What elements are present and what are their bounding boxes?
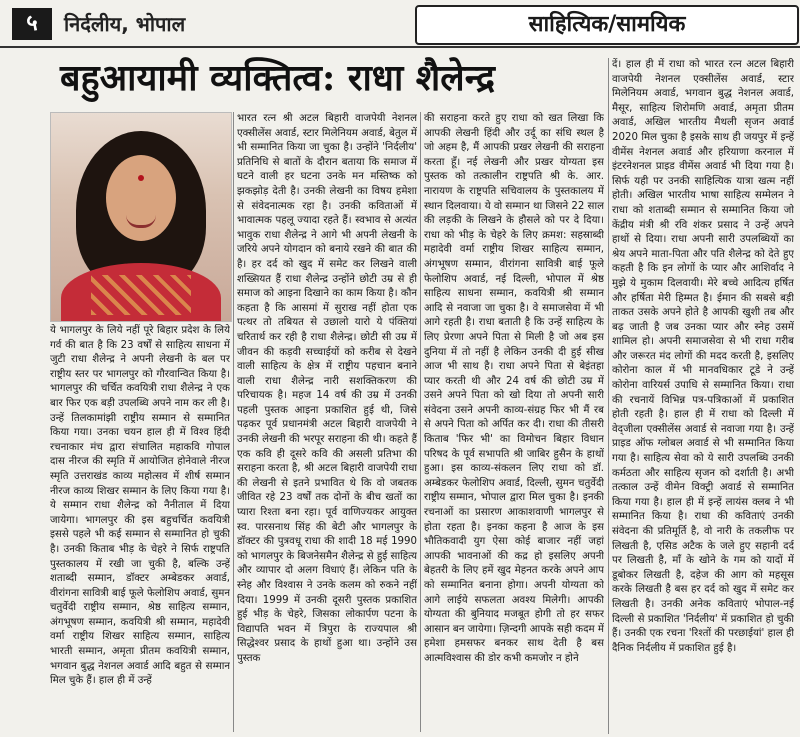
article-headline: बहुआयामी व्यक्तित्व: राधा शैलेन्द्र <box>60 57 495 99</box>
column-1-text: ये भागलपुर के लिये नहीं पूरे बिहार प्रदेश के लिये गर्व की बात है कि 23 वर्षों से साहित्य साधना में जुटी राधा शैलेन्द्र ने अपनी लेखनी के बल पर राष्ट्रीय स्तर पर भागलपुर को गौरवान्वित किया है। भागलपुर की चर्चित कवयित्री राधा शैलेन्द्र ने एक बार फिर एक बड़ी उपलब्धि अपने नाम कर ली है। उन्हें तिलकामांझी राष्ट्रीय सम्मान से सम्मानित किया गया। उनका चयन हाल ही में विश्व हिंदी रचनाकार मंच द्वारा संचालित महाकवि गोपाल दास नीरज की स्मृति में आयोजित होनेवाले नीरज स्मृति उत्तराखंड काव्य महोत्सव में शीर्ष सम्मान नीरज काव्य शिखर सम्मान के लिए किया गया है। ये सम्मान राधा शैलेन्द्र को नैनीताल में दिया जायेगा। भागलपुर की इस बहुचर्चित कवयित्री इससे पहले भी कई सम्मान से सम्मानित हो चुकी है। उनकी किताब भीड़ के चेहरे ने सिर्फ राष्ट्रपति पुस्तकालय में रखी जा चुकी है, बल्कि उन्हें शताब्दी सम्मान, डॉक्टर अम्बेडकर अवार्ड, वीरांगना सावित्री बाई फूले फेलोशिप अवार्ड, सुमन चतुर्वेदी राष्ट्रीय सम्मान, श्रेष्ठ साहित्य सम्मान, अंगभूषण सम्मान, कवयित्री श्री सम्मान, महादेवी वर्मा राष्ट्रीय शिखर साहित्य सम्मान, साहित्य भारती सम्मान, अमृता प्रीतम कवयित्री सम्मान, भगवान बुद्ध नेशनल अवार्ड आदि बहुत से सम्मान मिल चुके हैं। हाल ही में उन्हें <box>50 325 230 687</box>
photo-dress-pattern <box>91 275 191 315</box>
photo-bindi-shape <box>138 175 144 181</box>
section-title: साहित्यिक/सामयिक <box>415 5 799 45</box>
column-3-text: की सराहना करते हुए राधा को खत लिखा कि आपकी लेखनी हिंदी और उर्दू का संधि स्थल है जो अहम है, मैं आपकी प्रखर लेखनी की सराहना करता हूँ। नई लेखनी और प्रखर योग्यता इस पुस्तक को तत्कालीन राष्ट्रपति श्री के. आर. नारायण के राष्ट्रपति सचिवालय के पुस्तकालय में स्थान दिलवाया। ये वो सम्मान था जिसने 22 साल की लड़की के लिखने के हौसले को पर दे दिया। राधा को भीड़ के चेहरे के लिए क्रमश: सहस्राब्दी महादेवी वर्मा राष्ट्रीय शिखर साहित्य सम्मान, अंगभूषण सम्मान, वीरांगना सावित्री बाई फूले फेलोशिप अवार्ड, नई दिल्ली, भोपाल में श्रेष्ठ साहित्य साधना सम्मान, कवयित्री श्री सम्मान आदि से नवाजा जा चुका है। वे समाजसेवा में भी आगे रहती है। राधा बताती है कि उन्हें साहित्य के लिए प्रेरणा अपने पिता से मिली है जो अब इस दुनिया में तो नहीं है लेकिन उनकी दी हुई सीख आज भी साथ है। राधा अपने पिता से बेइंतहा प्यार करती थी और 24 वर्ष की छोटी उम्र में उसने अपने पिता को खो दिया तो अपनी सारी संवेदना उसने अपनी काव्य-संग्रह फिर भी मैं रब से अपने पिता को अर्पित कर दी। राधा की तीसरी किताब 'फिर भी' का विमोचन बिहार विधान परिषद के पूर्व सभापति श्री जाबिर हुसैन के हाथों हुआ। इस काव्य-संकलन लिए राधा को डॉ. अम्बेडकर फेलोशिप अवार्ड, दिल्ली, सुमन चतुर्वेदी राष्ट्रीय सम्मान, भोपाल द्वारा मिल चुका है। इनकी रचनाओं का प्रसारण आकाशवाणी भागलपुर से होता रहता है। इनका कहना है आज के इस भौतिकवादी युग ऐसा कोई बाजार नहीं जहां आपकी भावनाओं की कद्र हो इसलिए अपनी बेहतरी के लिए हमें खुद मेहनत करके अपने आप को सम्मानित बनाना होगा। अपनी योग्यता को आगे लाईये सफलता अवश्य मिलेगी। आपकी योग्यता की बुनियाद मजबूत होगी तो हर सफर आसान बन जायेगा। ज़िन्दगी आपके सही कदम में हमेशा हमसफर बनकर साथ देती है बस आत्मविश्वास की डोर कभी कमजोर न होने <box>424 113 604 664</box>
column-divider <box>608 58 609 734</box>
page-number: ५ <box>12 8 52 40</box>
column-divider <box>420 112 421 732</box>
page-header <box>0 0 800 46</box>
newspaper-name: निर्दलीय, भोपाल <box>64 12 186 36</box>
column-2-text: भारत रत्न श्री अटल बिहारी वाजपेयी नेशनल एक्सीलेंस अवार्ड, स्टार मिलेनियम अवार्ड, बेतुल में भी सम्मानित किया जा चुका है। उन्होंने 'निर्दलीय' प्रतिनिधि से बातों के दौरान बताया कि समाज में घटने वाली हर घटना उनके मन मस्तिष्क को झकझोड़ देती है। उनकी लेखनी का विषय हमेशा से संवेदनात्मक रहा है। उनकी कविताओं में भावात्मक पहलू ज्यादा रहते हैं। स्वभाव से अत्यंत भावुक राधा शैलेन्द्र ने आगे भी अपनी लेखनी के जरिये अपने योगदान को बनाये रखने की बात की है। हर दर्द को खुद में समेट कर लिखने वाली शख्सियत हैं राधा शैलेन्द्र उन्होंने छोटी उम्र से ही समाज को आइना दिखाने का काम किया है। कौन कहता है कि आसमां में सुराख नहीं होता एक पत्थर तो तबियत से उछालो यारो ये पंक्तियां चरितार्थ कर रही है राधा शैलेन्द्र। छोटी सी उम्र में जीवन की कड़वी सच्चाईयों को करीब से देखने वाली साहित्य के क्षेत्र में राष्ट्रीय पहचान बनाने वाली राधा शैलेन्द्र नारी सशक्तिकरण की परिचायक है। महज 14 वर्ष की उम्र में उनकी पहली पुस्तक आइना प्रकाशित हुई थी, जिसे पढ़कर पूर्व प्रधानमंत्री अटल बिहारी वाजपेयी ने उनकी लेखनी की भरपूर सराहना की थी। कहते हैं एक कवि ही दूसरे कवि की असली प्रतिभा की सराहना करता है, श्री अटल बिहारी वाजपेयी राधा की लेखनी से इतने प्रभावित थे कि वो जबतक जीवित रहे 23 वर्षों तक दोनों के बीच खतों का प्यारा रिश्ता बना रहा। पूर्व वाणिज्यकर आयुक्त स्व. पारसनाथ सिंह की बेटी और भागलपुर के डॉक्टर की पुत्रवधू राधा की शादी 18 मई 1990 को भागलपुर के बिजनेसमैन शैलेन्द्र से हुई साहित्य और व्यापार दो अलग विधाएं हैं। लेकिन पति के स्नेह और विश्वास ने उनके कलम को रुकने नहीं दिया। 1999 में उनकी दूसरी पुस्तक प्रकाशित हुई भीड़ के चेहरे, जिसका लोकार्पण पटना के विद्यापति भवन में त्रिपुरा के राज्यपाल श्री सिद्धेश्वर प्रसाद के हाथों हुआ था। उन्होंने उस पुस्तक <box>237 113 417 664</box>
header-rule <box>0 46 800 48</box>
article-column-1 <box>50 324 230 734</box>
column-4-text: दें। हाल ही में राधा को भारत रत्न अटल बिहारी वाजपेयी नेशनल एक्सीलेंस अवार्ड, स्टार मिलेनियम अवार्ड, भगवान बुद्ध नेशनल अवार्ड, मैसूर, साहित्य शिरोमणि अवार्ड, अमृता प्रीतम अवार्ड, अखिल भारतीय मैथली सृजन अवार्ड 2020 मिल चुका है इसके साथ ही जयपुर में इन्हें वीमेंस नेशनल अवार्ड और हरियाणा करनाल में इंटरनेशनल प्राइड वीमेंस अवार्ड भी दिया गया है। सिर्फ यही पर उनकी साहित्यिक यात्रा खत्म नहीं होती। अखिल भारतीय भाषा साहित्य सम्मेलन ने राधा को शताब्दी सम्मान से सम्मानित किया जो केंद्रीय मंत्री श्री रवि शंकर प्रसाद ने उन्हें अपने हाथों से दिया। राधा अपनी सारी उपलब्धियों का श्रेय अपने माता-पिता और पति शैलेन्द्र को देते हुए कहती है कि इन लोगों के प्यार और आशिर्वाद ने मुझे ये मुकाम दिलवायी। मेरे बच्चे आदित्य हर्षित और हर्षिता मेरी हिम्मत है। ईमान की सबसे बड़ी ताकत उसके अपने होते है आपकी खुशी तब और बढ़ जाती है जब उनका प्यार और स्नेह उसमें शामिल हो। अपनी समाजसेवा से भी राधा गरीब और जरूरत मंद लोगों की मदद करती है, इसलिए कोरोना काल में भी मानवधिकार टूडे ने उन्हें कोरोना वारियर्स उपाधि से सम्मानित किया। राधा की रचनायें विभिन्न पत्र-पत्रिकाओं में प्रकाशित होती रहती है। हाल ही में राधा को दिल्ली में वेद्जीला एक्सीलेंस अवार्ड से नवाजा गया है। उन्हें प्राइड ऑफ ग्लोबल अवार्ड से भी सम्मानित किया गया है। साहित्य सेवा को ये सारी उपलब्धि उनकी कर्मठता और साहित्य सृजन को दर्शाती है। अभी तत्काल उन्हें वीमेन विक्ट्री अवार्ड से सम्मानित किया गया है। हाल ही में इन्हें लायंस क्लब ने भी सम्मानित किया है। राधा की कविताएं उनकी संवेदना की प्रतिमूर्ति है, वो नारी के तकलीफ पर लिखती है, एसिड अटैक के जले हुए सहानी दर्द पर लिखती है, माँ के खोने के गम को यादों में डूबोकर लिखती है, दहेज की आग को महसूस करके लिखती है बस हर दर्द को खुद में समेट कर लिखती है। उनकी अनेक कविताएं भोपाल-नई दिल्ली से प्रकाशित 'निर्दलीय' में प्रकाशित हो चुकी हैं। उनकी एक रचना 'रिश्तों की परछाईयां' हाल ही दैनिक निर्दलीय में प्रकाशित हुई है। <box>612 59 794 654</box>
photo-face-shape <box>106 155 176 241</box>
article-column-2 <box>237 112 417 734</box>
author-photo <box>50 112 232 322</box>
column-divider <box>233 112 234 732</box>
article-column-4 <box>612 58 794 734</box>
article-column-3 <box>424 112 604 734</box>
